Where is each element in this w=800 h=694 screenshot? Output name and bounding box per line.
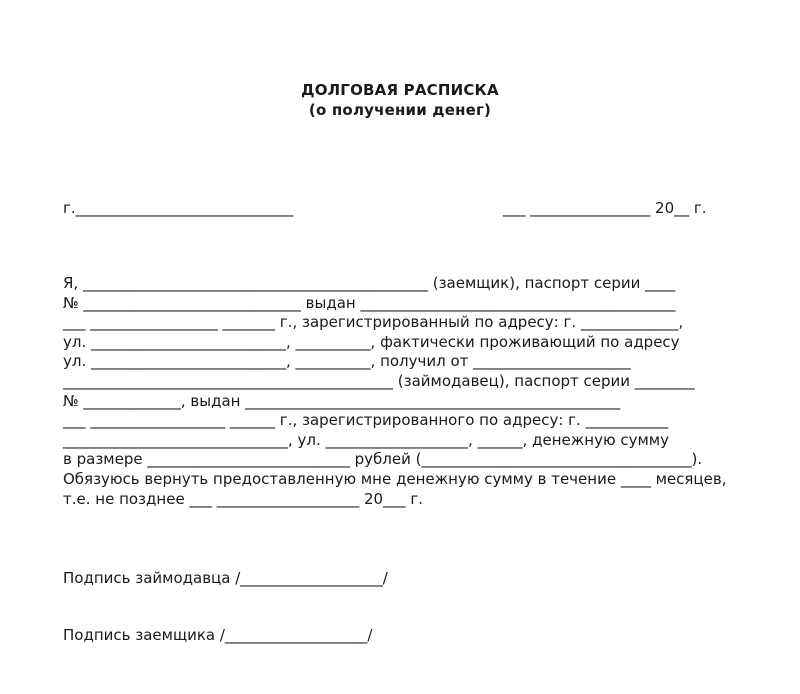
document-title: ДОЛГОВАЯ РАСПИСКА — [301, 81, 499, 99]
document-header — [0, 80, 800, 120]
body-line: № _____________________________ выдан __________________________________________ — [63, 293, 676, 312]
lender-signature: Подпись займодавца /___________________/ — [63, 569, 388, 587]
body-line: т.е. не позднее ___ ___________________ 20___ г. — [63, 489, 423, 508]
body-line: Обязуюсь вернуть предоставленную мне денежную сумму в течение ____ месяцев, — [63, 469, 727, 488]
body-line: ул. __________________________, __________, фактически проживающий по адресу — [63, 332, 680, 351]
body-line: № _____________, выдан __________________________________________________ — [63, 391, 621, 410]
body-line: ____________________________________________ (займодавец), паспорт серии ________ — [63, 371, 695, 390]
body-line: ___ __________________ ______ г., зарегистрированного по адресу: г. ___________ — [63, 411, 669, 430]
body-line: ___ _________________ _______ г., зарегистрированный по адресу: г. _____________, — [63, 313, 684, 332]
document-subtitle: (о получении денег) — [308, 101, 492, 119]
body-line: Я, ______________________________________________ (заемщик), паспорт серии ____ — [63, 274, 676, 292]
borrower-signature: Подпись заемщика /___________________/ — [63, 626, 373, 644]
body-line: ул. __________________________, __________, получил от _____________________ — [63, 352, 631, 371]
place-line: г._____________________________ — [63, 199, 294, 217]
body-text — [63, 274, 743, 509]
date-line: ___ ________________ 20__ г. — [503, 199, 707, 217]
body-line: в размере ___________________________ рублей (____________________________________). — [63, 450, 703, 469]
body-line: ______________________________, ул. ___________________, ______, денежную сумму — [63, 430, 669, 449]
